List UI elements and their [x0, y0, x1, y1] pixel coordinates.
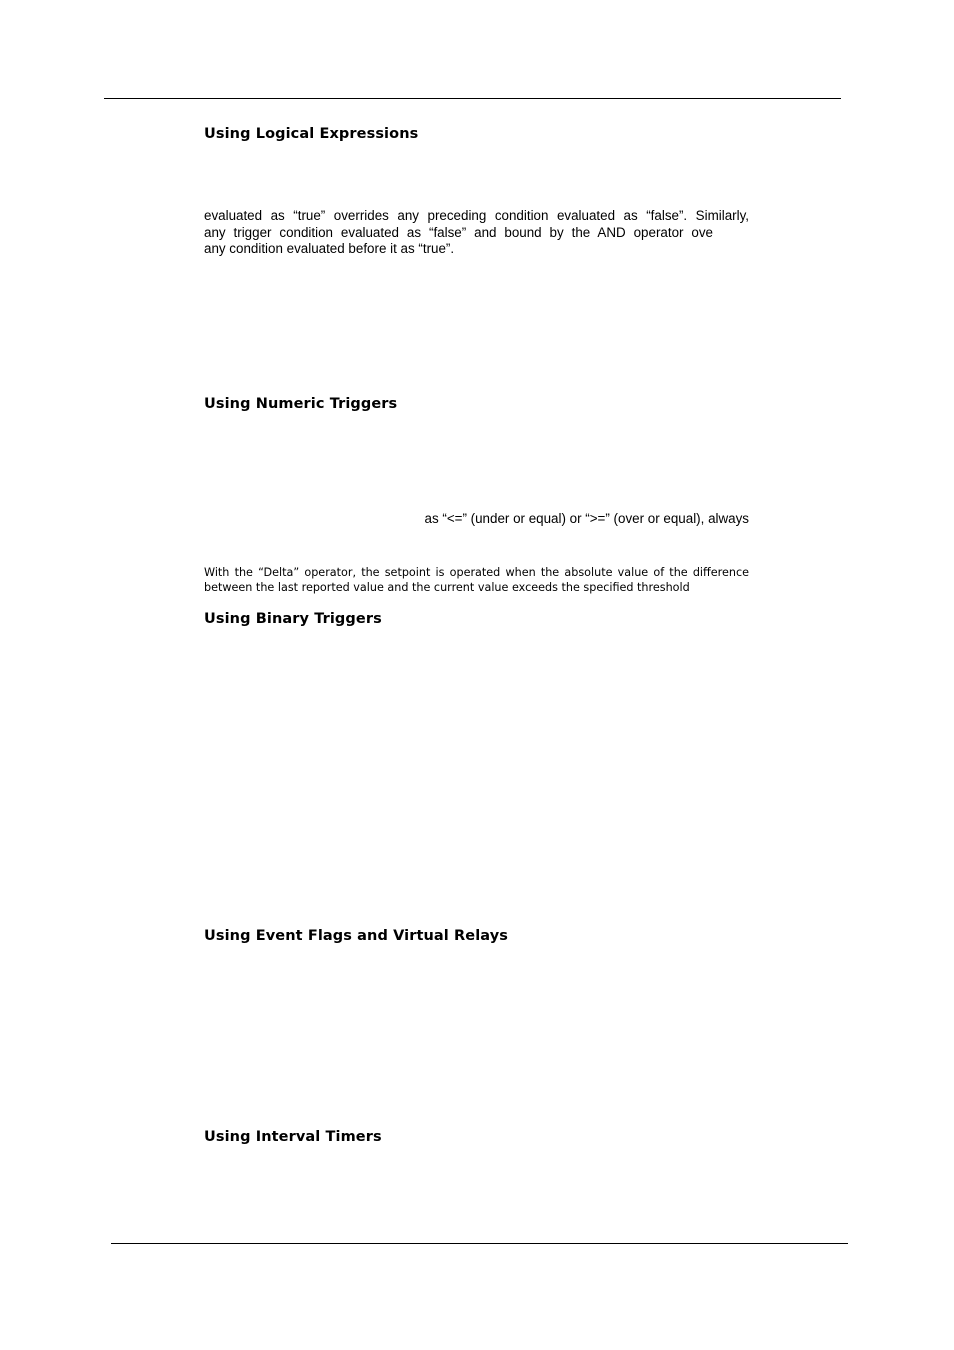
paragraph-line: With the “Delta” operator, the setpoint is operated when the absolute value of the difference	[204, 566, 749, 579]
numeric-triggers-text-fragment: as “<=” (under or equal) or “>=” (over or equal), always	[424, 511, 749, 526]
heading-event-flags-virtual-relays: Using Event Flags and Virtual Relays	[204, 928, 509, 944]
paragraph-line: evaluated as “true” overrides any preceding condition evaluated as “false”. Similarly,	[204, 208, 749, 223]
header-rule	[104, 98, 841, 99]
logical-expressions-paragraph	[204, 208, 749, 258]
heading-interval-timers: Using Interval Timers	[204, 1129, 382, 1145]
delta-operator-paragraph	[204, 565, 749, 595]
heading-logical-expressions: Using Logical Expressions	[204, 126, 419, 142]
heading-binary-triggers: Using Binary Triggers	[204, 611, 382, 627]
paragraph-line: any condition evaluated before it as “true”.	[204, 241, 455, 256]
footer-rule	[111, 1243, 848, 1244]
paragraph-line: any trigger condition evaluated as “false” and bound by the AND operator ove	[204, 224, 713, 240]
heading-numeric-triggers: Using Numeric Triggers	[204, 396, 398, 412]
paragraph-line: between the last reported value and the current value exceeds the specified threshold	[204, 581, 690, 594]
